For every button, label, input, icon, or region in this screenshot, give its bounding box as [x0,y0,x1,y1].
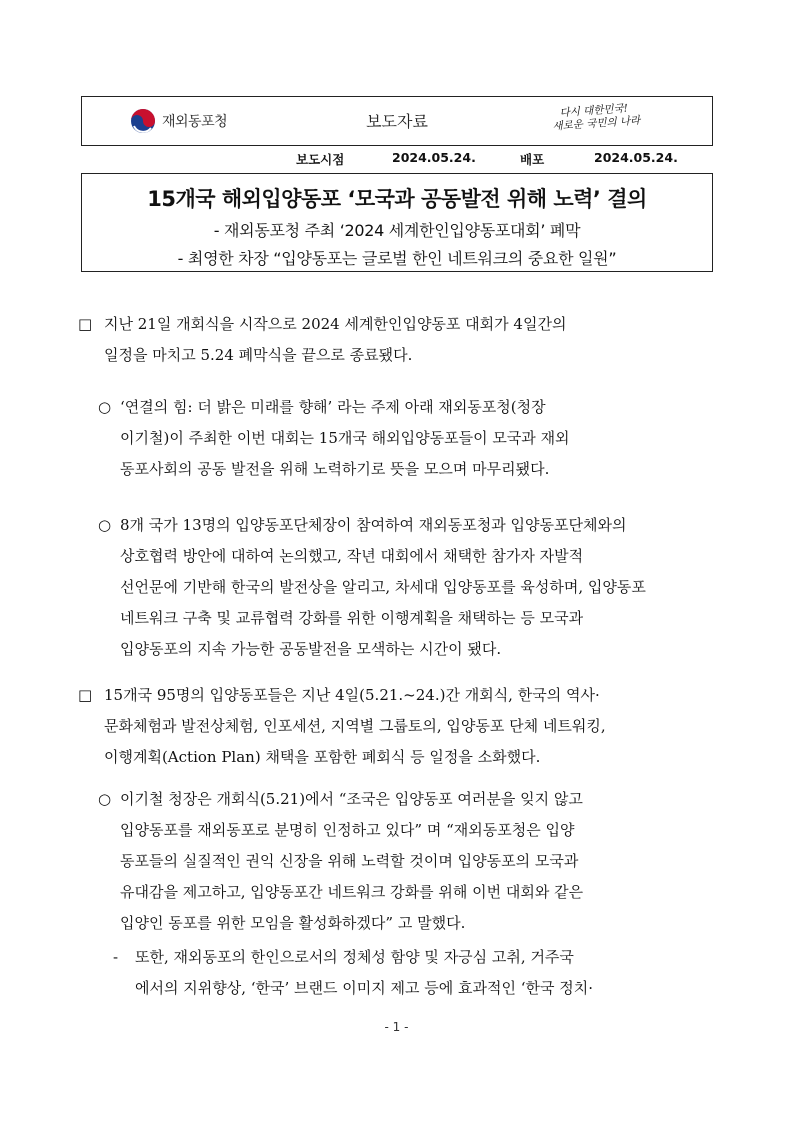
headline: 15개국 해외입양동포 ‘모국과 공동발전 위해 노력’ 결의 [147,187,647,211]
page-number: - 1 - [384,1020,409,1034]
paragraph-2-text: 15개국 95명의 입양동포들은 지난 4일(5.21.~24.)간 개회식, 한국의 역사· 문화체험과 발전상체험, 인포세션, 지역별 그룹토의, 입양동포 단체 네트워킹, 이행계획(Action Plan) 채택을 포함한 폐회식 등 일정을 소화했다. [104,686,606,766]
distribute-date: 2024.05.24. [594,150,678,165]
subheadline-2: - 최영한 차장 “입양동포는 글로벌 한인 네트워크의 중요한 일원” [177,249,617,268]
subheadline-1: - 재외동포청 주최 ‘2024 세계한인입양동포대회’ 폐막 [213,221,581,240]
square-bullet: □ [78,686,93,704]
release-label: 보도시점 [296,152,345,167]
paragraph-1b [98,510,718,665]
square-bullet: □ [78,315,93,333]
paragraph-1a-text: ‘연결의 힘: 더 밝은 미래를 향해’ 라는 주제 아래 재외동포청(청장 이기철)이 주최한 이번 대회는 15개국 해외입양동포들이 모국과 재외 동포사회의 공동 발전을 위해 노력하기로 뜻을 모으며 마무리됐다. [120,398,570,478]
paragraph-2a [98,784,718,939]
paragraph-1 [78,309,718,371]
paragraph-1-text: 지난 21일 개회식을 시작으로 2024 세계한인입양동포 대회가 4일간의 일정을 마치고 5.24 폐막식을 끝으로 종료됐다. [104,315,567,364]
circle-bullet: ○ [98,516,112,534]
agency-name: 재외동포청 [162,114,228,130]
circle-bullet: ○ [98,790,112,808]
release-dates [296,150,678,168]
paragraph-2b [113,942,718,1004]
paragraph-1b-text: 8개 국가 13명의 입양동포단체장이 참여하여 재외동포청과 입양동포단체와의 상호협력 방안에 대하여 논의했고, 작년 대회에서 채택한 참가자 자발적 선언문에 기반해 한국의 발전상을 알리고, 차세대 입양동포를 육성하며, 입양동포 네트워크 구축 및 교류협력 강화를 위한 이행계획을 채택하는 등 모국과 입양동포의 지속 가능한 공동발전을 모색하는 시간이 됐다. [120,516,646,658]
distribute-label: 배포 [520,152,545,167]
paragraph-2b-text: 또한, 재외동포의 한인으로서의 정체성 함양 및 자긍심 고취, 거주국 에서의 지위향상, ‘한국’ 브랜드 이미지 제고 등에 효과적인 ‘한국 정치· [135,948,593,997]
paragraph-1a [98,392,718,485]
slogan-line-2: 새로운 국민의 나라 [552,114,641,133]
slogan-line-1: 다시 대한민국! [559,102,629,120]
dash-bullet: - [113,948,119,966]
paragraph-2 [78,680,718,773]
doc-type-title: 보도자료 [366,112,428,131]
paragraph-2a-text: 이기철 청장은 개회식(5.21)에서 “조국은 입양동포 여러분을 잊지 않고 입양동포를 재외동포로 분명히 인정하고 있다” 며 “재외동포청은 입양 동포들의 실질적인 권익 신장을 위해 노력할 것이며 입양동포의 모국과 유대감을 제고하고, 입양동포간 네트워크 강화를 위해 이번 대회와 같은 입양인 동포를 위한 모임을 활성화하겠다” 고 말했다. [120,790,584,932]
release-date: 2024.05.24. [392,150,476,165]
headline-box [81,173,713,272]
header-box [81,96,713,146]
circle-bullet: ○ [98,398,112,416]
